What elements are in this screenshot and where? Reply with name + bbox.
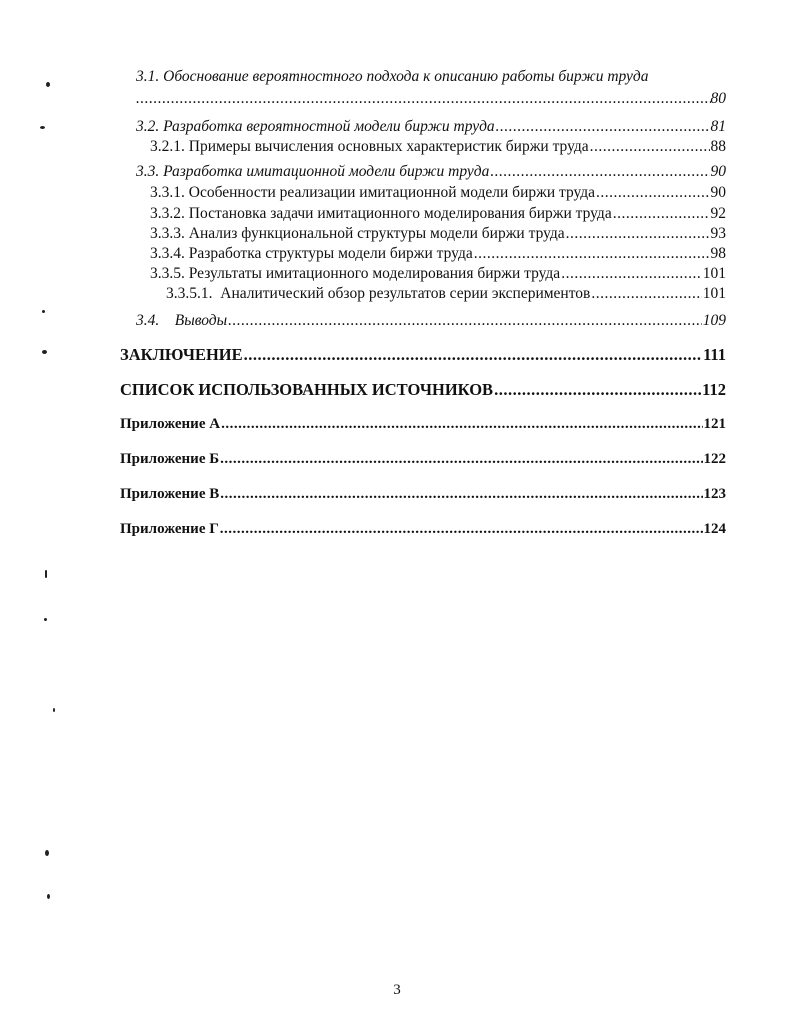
scan-speck bbox=[44, 618, 47, 621]
toc-dot-leader bbox=[496, 118, 710, 136]
toc-dot-leader bbox=[591, 285, 701, 303]
toc-entry-appendix-v[interactable] bbox=[120, 486, 726, 503]
toc-entry-page: 80 bbox=[710, 90, 726, 107]
toc-entry-title: Приложение А bbox=[120, 416, 221, 432]
toc-entry-3-2-1[interactable] bbox=[150, 138, 726, 156]
toc-entry-title: 3.4. Выводы bbox=[136, 312, 228, 329]
toc-dot-leader bbox=[613, 205, 710, 223]
toc-entry-title: 3.2. Разработка вероятностной модели биржи труда bbox=[136, 118, 495, 135]
toc-entry-3-2[interactable] bbox=[136, 118, 726, 136]
toc-entry-title: 3.3.3. Анализ функциональной структуры модели биржи труда bbox=[150, 225, 565, 242]
scan-speck bbox=[45, 850, 49, 856]
scan-speck bbox=[42, 310, 45, 313]
toc-dot-leader bbox=[244, 345, 702, 365]
toc-dot-leader bbox=[220, 521, 703, 538]
toc-entry-page: 90 bbox=[710, 163, 726, 180]
toc-entry-page: 81 bbox=[710, 118, 726, 135]
toc-entry-page: 88 bbox=[710, 138, 726, 155]
toc-entry-page: 124 bbox=[703, 521, 726, 537]
toc-entry-title: 3.1. Обоснование вероятностного подхода к описанию работы биржи труда bbox=[136, 68, 649, 85]
toc-entry-3-3-2[interactable] bbox=[150, 205, 726, 223]
toc-entry-title: 3.3.1. Особенности реализации имитационной модели биржи труда bbox=[150, 184, 596, 201]
toc-entry-title: 3.3.5. Результаты имитационного моделирования биржи труда bbox=[150, 265, 561, 282]
toc-dot-leader bbox=[220, 486, 702, 503]
toc-entry-title: ЗАКЛЮЧЕНИЕ bbox=[120, 345, 243, 364]
toc-dot-leader bbox=[590, 138, 710, 156]
toc-dot-leader bbox=[220, 451, 702, 468]
scan-speck bbox=[46, 82, 50, 87]
toc-entry-title: Приложение Г bbox=[120, 521, 219, 537]
toc-entry-title: Приложение В bbox=[120, 486, 220, 502]
toc-entry-title: 3.2.1. Примеры вычисления основных характеристик биржи труда bbox=[150, 138, 589, 155]
toc-entry-3-1[interactable] bbox=[136, 68, 726, 86]
page-number: 3 bbox=[393, 982, 401, 998]
scan-speck bbox=[45, 570, 47, 578]
toc-entry-3-3-5-1[interactable] bbox=[166, 285, 726, 303]
toc-entry-appendix-b[interactable] bbox=[120, 451, 726, 468]
toc-entry-title: 3.3. Разработка имитационной модели биржи труда bbox=[136, 163, 490, 180]
toc-dot-leader bbox=[561, 265, 702, 283]
toc-entry-page: 112 bbox=[702, 380, 726, 399]
toc-entry-page: 101 bbox=[702, 285, 726, 302]
toc-entry-title: Приложение Б bbox=[120, 451, 220, 467]
toc-entry-3-1-leader-line bbox=[136, 90, 726, 108]
toc-entry-page: 92 bbox=[710, 205, 726, 222]
scan-speck bbox=[53, 708, 55, 712]
toc-dot-leader bbox=[494, 380, 701, 400]
toc-entry-3-3-5[interactable] bbox=[150, 265, 726, 283]
toc-entry-title: СПИСОК ИСПОЛЬЗОВАННЫХ ИСТОЧНИКОВ bbox=[120, 380, 494, 399]
scan-speck bbox=[40, 126, 45, 129]
toc-dot-leader bbox=[490, 163, 709, 181]
scan-speck bbox=[42, 350, 47, 354]
toc-entry-3-3[interactable] bbox=[136, 163, 726, 181]
toc-entry-3-4[interactable] bbox=[136, 312, 726, 330]
scan-speck bbox=[47, 894, 50, 899]
toc-dot-leader bbox=[136, 90, 711, 108]
toc-dot-leader bbox=[566, 225, 710, 243]
toc-entry-3-3-3[interactable] bbox=[150, 225, 726, 243]
toc-entry-3-3-4[interactable] bbox=[150, 245, 726, 263]
toc-entry-title: 3.3.2. Постановка задачи имитационного моделирования биржи труда bbox=[150, 205, 612, 222]
toc-entry-page: 122 bbox=[703, 451, 726, 467]
toc-entry-page: 123 bbox=[703, 486, 726, 502]
toc-entry-appendix-g[interactable] bbox=[120, 521, 726, 538]
toc-entry-page: 90 bbox=[710, 184, 726, 201]
toc-entry-title: 3.3.4. Разработка структуры модели биржи труда bbox=[150, 245, 473, 262]
toc-entry-page: 101 bbox=[702, 265, 726, 282]
toc-entry-references[interactable] bbox=[120, 380, 726, 400]
toc-dot-leader bbox=[474, 245, 710, 263]
toc-dot-leader bbox=[596, 184, 709, 202]
toc-entry-title: 3.3.5.1. Аналитический обзор результатов серии экспериментов bbox=[166, 285, 591, 302]
toc-dot-leader bbox=[221, 416, 702, 433]
toc-entry-page: 93 bbox=[710, 225, 726, 242]
toc-entry-conclusion[interactable] bbox=[120, 345, 726, 365]
toc-entry-page: 98 bbox=[710, 245, 726, 262]
toc-entry-page: 121 bbox=[703, 416, 726, 432]
toc-entry-appendix-a[interactable] bbox=[120, 416, 726, 433]
toc-entry-page: 109 bbox=[702, 312, 726, 329]
toc-dot-leader bbox=[228, 312, 702, 330]
toc-entry-page: 111 bbox=[703, 345, 726, 364]
toc-entry-3-3-1[interactable] bbox=[150, 184, 726, 202]
